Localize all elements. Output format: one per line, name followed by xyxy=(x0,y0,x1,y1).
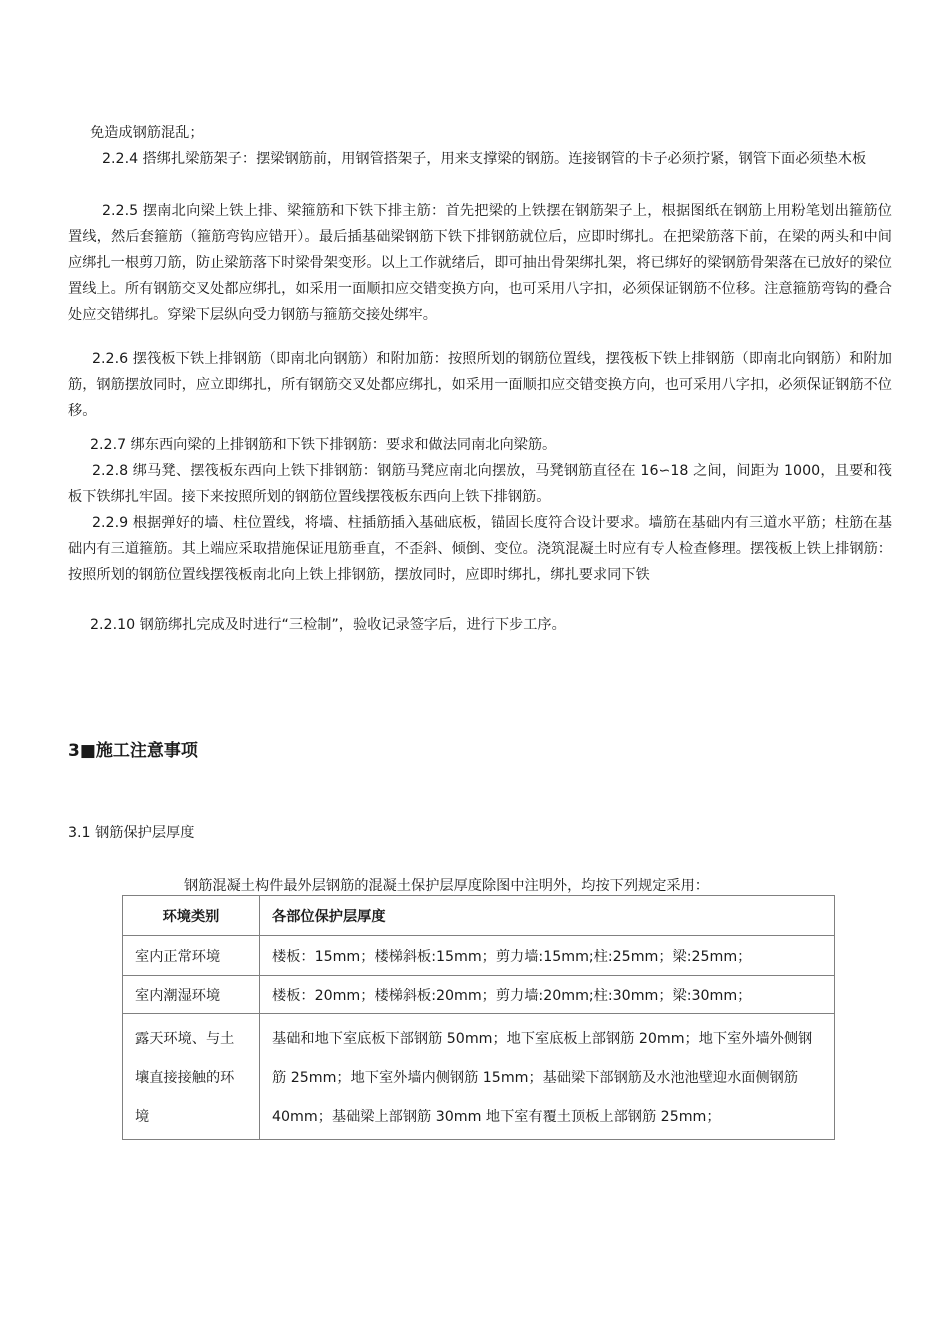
paragraph-continuation: 免造成钢筋混乱； xyxy=(90,125,204,141)
section-heading: 3■施工注意事项 xyxy=(68,741,198,761)
cell-environment: 室内潮湿环境 xyxy=(123,976,260,1014)
header-environment: 环境类别 xyxy=(123,896,260,936)
table-row xyxy=(123,936,835,976)
paragraph-2-2-7: 2.2.7 绑东西向梁的上排钢筋和下铁下排钢筋：要求和做法同南北向梁筋。 xyxy=(90,437,557,453)
cell-environment: 露天环境、与土壤直接接触的环境 xyxy=(123,1014,260,1140)
cell-environment: 室内正常环境 xyxy=(123,936,260,976)
table-row xyxy=(123,976,835,1014)
paragraph-2-2-4: 2.2.4 搭绑扎梁筋架子：摆梁钢筋前，用钢管搭架子，用来支撑梁的钢筋。连接钢管的卡子必须拧紧，钢管下面必须垫木板 xyxy=(102,151,867,167)
cover-thickness-table xyxy=(122,895,835,1140)
cell-thickness: 基础和地下室底板下部钢筋 50mm；地下室底板上部钢筋 20mm；地下室外墙外侧钢筋 25mm；地下室外墙内侧钢筋 15mm；基础梁下部钢筋及水池池壁迎水面侧钢筋 40mm；基础梁上部钢筋 30mm 地下室有覆土顶板上部钢筋 25mm； xyxy=(260,1014,835,1140)
paragraph-2-2-9: 2.2.9 根据弹好的墙、柱位置线，将墙、柱插筋插入基础底板，锚固长度符合设计要求。墙筋在基础内有三道水平筋；柱筋在基础内有三道箍筋。其上端应采取措施保证甩筋垂直，不歪斜、倾倒、变位。浇筑混凝土时应有专人检查修理。摆筏板上铁上排钢筋：按照所划的钢筋位置线摆筏板南北向上铁上排钢筋，摆放同时，应即时绑扎，绑扎要求同下铁 xyxy=(68,515,892,583)
table-row xyxy=(123,1014,835,1140)
paragraph-2-2-10: 2.2.10 钢筋绑扎完成及时进行“三检制”，验收记录签字后，进行下步工序。 xyxy=(90,617,566,633)
paragraph-2-2-6: 2.2.6 摆筏板下铁上排钢筋（即南北向钢筋）和附加筋：按照所划的钢筋位置线，摆筏板下铁上排钢筋（即南北向钢筋）和附加筋，钢筋摆放同时，应立即绑扎，所有钢筋交叉处都应绑扎，如采用一面顺扣应交错变换方向，也可采用八字扣，必须保证钢筋不位移。 xyxy=(68,351,892,419)
cell-thickness: 楼板：20mm；楼梯斜板:20mm；剪力墙:20mm;柱:30mm；梁:30mm； xyxy=(260,976,835,1014)
table-caption: 钢筋混凝土构件最外层钢筋的混凝土保护层厚度除图中注明外，均按下列规定采用： xyxy=(184,878,709,894)
cell-thickness: 楼板：15mm；楼梯斜板:15mm；剪力墙:15mm;柱:25mm；梁:25mm； xyxy=(260,936,835,976)
paragraph-2-2-5: 2.2.5 摆南北向梁上铁上排、梁箍筋和下铁下排主筋：首先把梁的上铁摆在钢筋架子上，根据图纸在钢筋上用粉笔划出箍筋位置线，然后套箍筋（箍筋弯钩应错开）。最后插基础梁钢筋下铁下排钢筋就位后，应即时绑扎。在把梁筋落下前，在梁的两头和中间应绑扎一根剪刀筋，防止梁筋落下时梁骨架变形。以上工作就绪后，即可抽出骨架绑扎架，将已绑好的梁钢筋骨架落在已放好的梁位置线上。所有钢筋交叉处都应绑扎，如采用一面顺扣应交错变换方向，也可采用八字扣，必须保证钢筋不位移。注意箍筋弯钩的叠合处应交错绑扎。穿梁下层纵向受力钢筋与箍筋交接处绑牢。 xyxy=(68,203,892,323)
subsection-heading: 3.1 钢筋保护层厚度 xyxy=(68,825,195,841)
header-thickness: 各部位保护层厚度 xyxy=(260,896,835,936)
table-header-row xyxy=(123,896,835,936)
paragraph-2-2-8: 2.2.8 绑马凳、摆筏板东西向上铁下排钢筋：钢筋马凳应南北向摆放，马凳钢筋直径在 16∽18 之间，间距为 1000，且要和筏板下铁绑扎牢固。接下来按照所划的钢筋位置线摆筏板东西向上铁下排钢筋。 xyxy=(68,463,892,505)
